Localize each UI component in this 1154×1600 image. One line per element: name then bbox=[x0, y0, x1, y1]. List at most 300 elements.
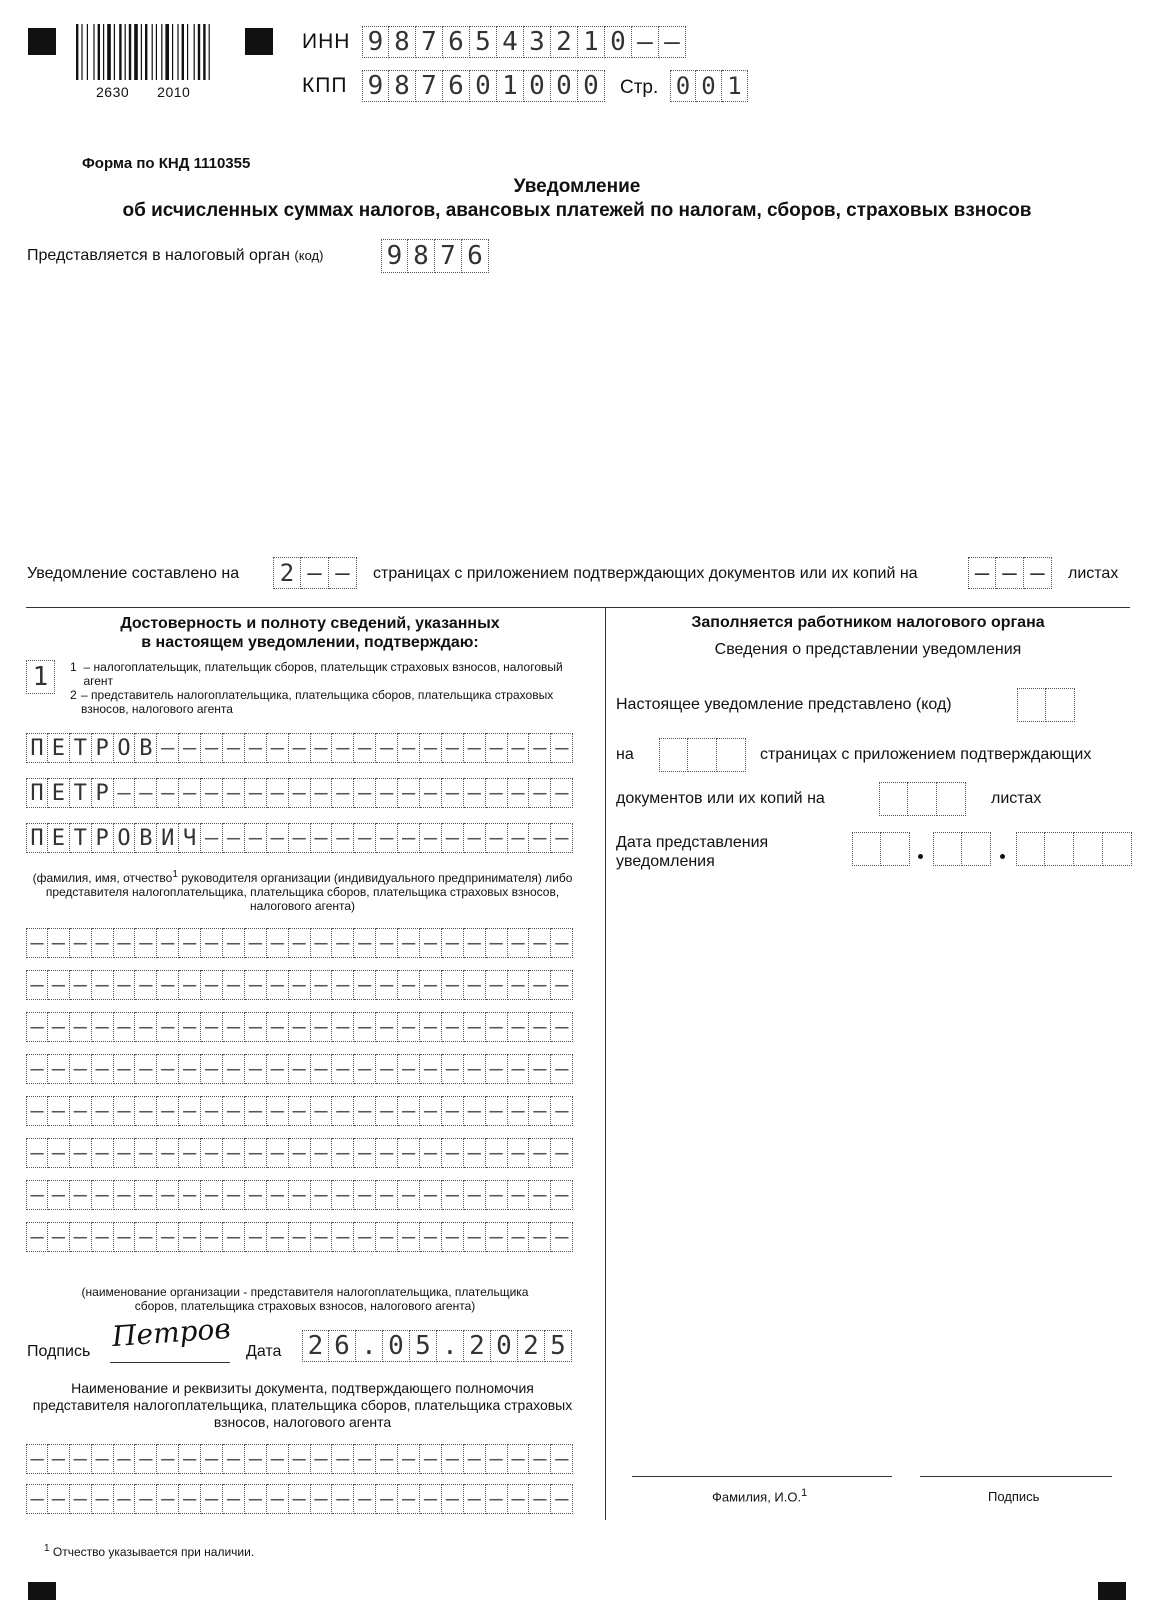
input-cell bbox=[933, 832, 962, 866]
input-cell: – bbox=[311, 1444, 333, 1474]
input-cell: – bbox=[420, 1180, 442, 1210]
signer-option-1-num: 1 bbox=[70, 660, 77, 674]
input-cell: – bbox=[267, 1484, 289, 1514]
input-cell: – bbox=[267, 733, 289, 763]
input-cell: – bbox=[332, 778, 354, 808]
input-cell: 3 bbox=[524, 26, 551, 58]
input-cell bbox=[879, 782, 908, 816]
registration-marker-bottom-right bbox=[1098, 1582, 1126, 1600]
input-cell: – bbox=[508, 1138, 530, 1168]
input-cell: – bbox=[420, 778, 442, 808]
organization-name-row[interactable] bbox=[26, 970, 574, 1000]
input-cell: В bbox=[135, 823, 157, 853]
barcode-bar bbox=[134, 24, 138, 80]
kpp-field[interactable] bbox=[362, 70, 605, 102]
input-cell: – bbox=[420, 970, 442, 1000]
doc-caption: Наименование и реквизиты документа, подтверждающего полномочия представителя налогоплательщика, плательщика сборов, плательщика страховых взносов, налогового агента bbox=[32, 1380, 573, 1430]
input-cell: – bbox=[464, 1054, 486, 1084]
input-cell: – bbox=[354, 970, 376, 1000]
submission-date-year[interactable] bbox=[1016, 832, 1132, 866]
input-cell: – bbox=[551, 823, 573, 853]
input-cell: – bbox=[223, 1222, 245, 1252]
sheets-count-field[interactable] bbox=[968, 557, 1052, 589]
pages-count-field[interactable] bbox=[273, 557, 357, 589]
input-cell: – bbox=[508, 1444, 530, 1474]
patronymic-field[interactable] bbox=[26, 823, 574, 853]
input-cell: Е bbox=[48, 823, 70, 853]
signer-option-2-text: – представитель налогоплательщика, плательщика сборов, плательщика страховых взносов, налогового агента bbox=[81, 688, 554, 716]
input-cell: Р bbox=[92, 733, 114, 763]
barcode-bar bbox=[76, 24, 78, 80]
organization-name-row[interactable] bbox=[26, 1138, 574, 1168]
input-cell: – bbox=[464, 970, 486, 1000]
barcode-bar bbox=[141, 24, 142, 80]
signature-value: Петров bbox=[110, 1311, 232, 1354]
input-cell: 1 bbox=[26, 660, 55, 694]
input-cell: Т bbox=[70, 778, 92, 808]
input-cell: – bbox=[464, 1484, 486, 1514]
input-cell: – bbox=[354, 733, 376, 763]
input-cell: – bbox=[508, 1054, 530, 1084]
input-cell: – bbox=[529, 1054, 551, 1084]
input-cell: – bbox=[245, 1054, 267, 1084]
input-cell: – bbox=[157, 1222, 179, 1252]
barcode-bar bbox=[81, 24, 82, 80]
input-cell: – bbox=[92, 1096, 114, 1126]
input-cell: – bbox=[551, 1180, 573, 1210]
signer-option-2 bbox=[70, 688, 575, 716]
input-cell: – bbox=[201, 1096, 223, 1126]
input-cell: – bbox=[245, 1138, 267, 1168]
input-cell: – bbox=[486, 823, 508, 853]
input-cell: – bbox=[114, 1054, 136, 1084]
input-cell: – bbox=[398, 1138, 420, 1168]
input-cell: 6 bbox=[443, 70, 470, 102]
input-cell: 7 bbox=[416, 26, 443, 58]
input-cell: – bbox=[267, 928, 289, 958]
input-cell: – bbox=[179, 1444, 201, 1474]
signer-options bbox=[70, 660, 575, 716]
input-cell: – bbox=[420, 928, 442, 958]
tax-authority-code-field[interactable] bbox=[381, 239, 489, 273]
input-cell: – bbox=[529, 1444, 551, 1474]
input-cell: – bbox=[245, 1222, 267, 1252]
input-cell: 2 bbox=[464, 1330, 491, 1362]
input-cell: – bbox=[398, 970, 420, 1000]
input-cell: – bbox=[332, 1012, 354, 1042]
input-cell: – bbox=[201, 1054, 223, 1084]
input-cell: – bbox=[135, 1444, 157, 1474]
officer-name-line[interactable] bbox=[632, 1476, 892, 1477]
barcode-bar bbox=[182, 24, 184, 80]
input-cell: – bbox=[486, 928, 508, 958]
officer-name-footnote-ref: 1 bbox=[801, 1487, 808, 1499]
input-cell: – bbox=[398, 1222, 420, 1252]
input-cell: – bbox=[26, 1012, 48, 1042]
input-cell: 8 bbox=[389, 70, 416, 102]
input-cell: – bbox=[464, 1222, 486, 1252]
barcode-bar bbox=[172, 24, 173, 80]
input-cell: – bbox=[464, 1138, 486, 1168]
input-cell: – bbox=[354, 1012, 376, 1042]
input-cell: 0 bbox=[383, 1330, 410, 1362]
barcode-number-1: 2630 bbox=[96, 84, 130, 100]
name-field[interactable] bbox=[26, 778, 574, 808]
input-cell: – bbox=[289, 1484, 311, 1514]
input-cell: – bbox=[968, 557, 996, 589]
input-cell: – bbox=[92, 1138, 114, 1168]
input-cell: – bbox=[70, 970, 92, 1000]
input-cell: – bbox=[70, 1444, 92, 1474]
input-cell: – bbox=[114, 1096, 136, 1126]
date-label: Дата bbox=[246, 1343, 282, 1360]
received-pages-field[interactable] bbox=[659, 738, 746, 772]
input-cell: – bbox=[114, 778, 136, 808]
input-cell: – bbox=[420, 733, 442, 763]
input-cell: – bbox=[201, 1484, 223, 1514]
input-cell: – bbox=[267, 1444, 289, 1474]
input-cell: – bbox=[245, 970, 267, 1000]
input-cell: – bbox=[301, 557, 329, 589]
submission-date-label-line-2: уведомления bbox=[616, 853, 715, 870]
inn-label: ИНН bbox=[302, 30, 351, 53]
input-cell bbox=[1016, 832, 1045, 866]
date-separator-2 bbox=[1000, 854, 1005, 859]
input-cell: – bbox=[420, 1138, 442, 1168]
received-pages-label: страницах с приложением подтверждающих bbox=[760, 746, 1092, 763]
input-cell: – bbox=[442, 1054, 464, 1084]
input-cell: – bbox=[157, 1012, 179, 1042]
input-cell: – bbox=[48, 1012, 70, 1042]
input-cell: – bbox=[245, 778, 267, 808]
signature-line[interactable] bbox=[110, 1362, 230, 1363]
input-cell: – bbox=[464, 733, 486, 763]
input-cell: – bbox=[464, 1444, 486, 1474]
date-separator-1 bbox=[918, 854, 923, 859]
right-subheading: Сведения о представлении уведомления bbox=[714, 641, 1022, 658]
right-heading: Заполняется работником налогового органа bbox=[691, 614, 1045, 631]
input-cell: – bbox=[48, 1222, 70, 1252]
input-cell: – bbox=[551, 1096, 573, 1126]
input-cell: – bbox=[398, 778, 420, 808]
input-cell: – bbox=[26, 1444, 48, 1474]
input-cell: – bbox=[70, 1484, 92, 1514]
input-cell: – bbox=[179, 733, 201, 763]
input-cell: – bbox=[311, 1138, 333, 1168]
input-cell: – bbox=[223, 1096, 245, 1126]
barcode-bar bbox=[129, 24, 131, 80]
input-cell: – bbox=[376, 1054, 398, 1084]
input-cell: – bbox=[332, 1484, 354, 1514]
input-cell: – bbox=[551, 1012, 573, 1042]
submission-date-label bbox=[616, 833, 768, 871]
input-cell: – bbox=[48, 1138, 70, 1168]
input-cell: – bbox=[245, 1444, 267, 1474]
input-cell: – bbox=[267, 1012, 289, 1042]
input-cell: 2 bbox=[302, 1330, 329, 1362]
input-cell: 6 bbox=[329, 1330, 356, 1362]
barcode-bar bbox=[119, 24, 121, 80]
input-cell: – bbox=[92, 1180, 114, 1210]
input-cell: – bbox=[289, 1012, 311, 1042]
organization-name-row[interactable] bbox=[26, 1180, 574, 1210]
input-cell: – bbox=[529, 1012, 551, 1042]
input-cell: . bbox=[437, 1330, 464, 1362]
input-cell: – bbox=[551, 1444, 573, 1474]
input-cell: Ч bbox=[179, 823, 201, 853]
input-cell: – bbox=[179, 1012, 201, 1042]
organization-name-row[interactable] bbox=[26, 1096, 574, 1126]
input-cell: В bbox=[135, 733, 157, 763]
input-cell: – bbox=[223, 823, 245, 853]
input-cell: – bbox=[376, 1096, 398, 1126]
input-cell bbox=[659, 738, 688, 772]
registration-marker-bottom-left bbox=[28, 1582, 56, 1600]
input-cell: – bbox=[267, 1222, 289, 1252]
input-cell: – bbox=[354, 1180, 376, 1210]
input-cell: – bbox=[157, 733, 179, 763]
organization-name-row[interactable] bbox=[26, 1222, 574, 1252]
input-cell: – bbox=[529, 1138, 551, 1168]
input-cell: – bbox=[376, 1222, 398, 1252]
left-heading bbox=[26, 614, 594, 652]
input-cell: – bbox=[311, 1484, 333, 1514]
input-cell: – bbox=[26, 1484, 48, 1514]
barcode-bar bbox=[194, 24, 195, 80]
input-cell: – bbox=[223, 778, 245, 808]
input-cell: – bbox=[157, 1484, 179, 1514]
tax-authority-code-hint: (код) bbox=[294, 248, 324, 263]
submission-date-day[interactable] bbox=[852, 832, 910, 866]
input-cell bbox=[688, 738, 717, 772]
input-cell: – bbox=[311, 1096, 333, 1126]
input-cell: – bbox=[157, 928, 179, 958]
signature-label: Подпись bbox=[27, 1343, 91, 1360]
input-cell: – bbox=[70, 1222, 92, 1252]
input-cell: – bbox=[508, 1012, 530, 1042]
inn-field[interactable] bbox=[362, 26, 686, 58]
input-cell: – bbox=[464, 1012, 486, 1042]
input-cell: Р bbox=[92, 823, 114, 853]
signature-date-field[interactable] bbox=[302, 1330, 572, 1362]
input-cell: – bbox=[632, 26, 659, 58]
input-cell: – bbox=[442, 1444, 464, 1474]
input-cell: – bbox=[376, 823, 398, 853]
input-cell: – bbox=[48, 928, 70, 958]
input-cell: – bbox=[70, 1138, 92, 1168]
input-cell: – bbox=[508, 778, 530, 808]
input-cell: 0 bbox=[551, 70, 578, 102]
input-cell: – bbox=[48, 970, 70, 1000]
input-cell: – bbox=[464, 1180, 486, 1210]
signer-option-1-text: – налогоплательщик, плательщик сборов, плательщик страховых взносов, налоговый агент bbox=[83, 660, 563, 688]
input-cell: – bbox=[486, 1222, 508, 1252]
submission-date-month[interactable] bbox=[933, 832, 991, 866]
barcode-bar bbox=[87, 24, 88, 80]
input-cell: 2 bbox=[273, 557, 301, 589]
input-cell: – bbox=[114, 1138, 136, 1168]
input-cell: – bbox=[332, 928, 354, 958]
input-cell: – bbox=[508, 1222, 530, 1252]
input-cell: – bbox=[376, 1484, 398, 1514]
input-cell: – bbox=[464, 1096, 486, 1126]
input-cell: – bbox=[508, 1096, 530, 1126]
input-cell: – bbox=[201, 1222, 223, 1252]
input-cell: – bbox=[223, 733, 245, 763]
signer-type-field[interactable] bbox=[26, 660, 55, 694]
registration-marker-top-right bbox=[245, 28, 273, 55]
input-cell: – bbox=[486, 1054, 508, 1084]
input-cell: О bbox=[114, 823, 136, 853]
organization-name-row[interactable] bbox=[26, 1054, 574, 1084]
input-cell: – bbox=[398, 928, 420, 958]
input-cell: – bbox=[201, 1012, 223, 1042]
document-details-row[interactable] bbox=[26, 1484, 574, 1514]
input-cell: – bbox=[48, 1054, 70, 1084]
input-cell: – bbox=[179, 1096, 201, 1126]
input-cell: – bbox=[311, 823, 333, 853]
input-cell: 0 bbox=[470, 70, 497, 102]
input-cell: – bbox=[223, 1180, 245, 1210]
input-cell: – bbox=[157, 1180, 179, 1210]
barcode-bar bbox=[103, 24, 104, 80]
input-cell: – bbox=[245, 928, 267, 958]
page-number-field[interactable] bbox=[670, 70, 748, 102]
input-cell: – bbox=[551, 778, 573, 808]
input-cell: – bbox=[551, 928, 573, 958]
input-cell: – bbox=[201, 778, 223, 808]
input-cell: – bbox=[332, 1096, 354, 1126]
input-cell: – bbox=[311, 928, 333, 958]
input-cell: 2 bbox=[518, 1330, 545, 1362]
input-cell: – bbox=[245, 1484, 267, 1514]
input-cell: – bbox=[26, 1096, 48, 1126]
input-cell: – bbox=[267, 1138, 289, 1168]
presented-code-field[interactable] bbox=[1017, 688, 1075, 722]
input-cell: – bbox=[486, 1012, 508, 1042]
input-cell: – bbox=[311, 970, 333, 1000]
input-cell: – bbox=[551, 1484, 573, 1514]
input-cell: – bbox=[114, 1222, 136, 1252]
input-cell: – bbox=[311, 1054, 333, 1084]
input-cell: – bbox=[135, 1012, 157, 1042]
input-cell: – bbox=[70, 1096, 92, 1126]
input-cell: – bbox=[26, 970, 48, 1000]
barcode-numbers bbox=[96, 84, 218, 100]
input-cell: – bbox=[442, 823, 464, 853]
input-cell: – bbox=[376, 970, 398, 1000]
officer-signature-line[interactable] bbox=[920, 1476, 1112, 1477]
document-details-row[interactable] bbox=[26, 1444, 574, 1474]
barcode-bar bbox=[209, 24, 210, 80]
organization-name-row[interactable] bbox=[26, 1012, 574, 1042]
input-cell: – bbox=[135, 928, 157, 958]
input-cell: – bbox=[332, 1054, 354, 1084]
officer-name-caption-text: Фамилия, И.О. bbox=[712, 1489, 802, 1505]
input-cell: – bbox=[420, 1444, 442, 1474]
input-cell: – bbox=[114, 1484, 136, 1514]
fio-caption-part-1: (фамилия, имя, отчество bbox=[32, 871, 173, 885]
input-cell: – bbox=[289, 733, 311, 763]
input-cell: – bbox=[179, 970, 201, 1000]
input-cell: – bbox=[289, 928, 311, 958]
fio-caption-part-2: руководителя организации (индивидуального предпринимателя) либо представителя налогоплательщика, плательщика сборов, плательщика страховых взносов, налогового агента) bbox=[45, 871, 573, 913]
received-sheets-field[interactable] bbox=[879, 782, 966, 816]
barcode-bar bbox=[114, 24, 115, 80]
input-cell: – bbox=[70, 1180, 92, 1210]
input-cell: – bbox=[92, 1012, 114, 1042]
input-cell: – bbox=[464, 928, 486, 958]
organization-name-row[interactable] bbox=[26, 928, 574, 958]
input-cell: – bbox=[311, 1222, 333, 1252]
input-cell: – bbox=[354, 1096, 376, 1126]
barcode-bar bbox=[187, 24, 188, 80]
input-cell: – bbox=[398, 1180, 420, 1210]
input-cell: 4 bbox=[497, 26, 524, 58]
input-cell: – bbox=[223, 1484, 245, 1514]
pages-label-post: листах bbox=[1068, 565, 1119, 582]
input-cell: 8 bbox=[408, 239, 435, 273]
registration-marker-top-left bbox=[28, 28, 56, 55]
input-cell: – bbox=[311, 1180, 333, 1210]
input-cell: 1 bbox=[497, 70, 524, 102]
input-cell: – bbox=[48, 1096, 70, 1126]
input-cell: – bbox=[289, 1222, 311, 1252]
input-cell: – bbox=[26, 928, 48, 958]
input-cell: – bbox=[26, 1180, 48, 1210]
kpp-label: КПП bbox=[302, 74, 348, 97]
input-cell: – bbox=[464, 823, 486, 853]
input-cell: – bbox=[135, 1180, 157, 1210]
input-cell: – bbox=[398, 823, 420, 853]
input-cell: 1 bbox=[722, 70, 748, 102]
received-sheets-label: листах bbox=[991, 790, 1042, 807]
input-cell: – bbox=[267, 1054, 289, 1084]
surname-field[interactable] bbox=[26, 733, 574, 763]
input-cell: – bbox=[289, 970, 311, 1000]
input-cell: – bbox=[420, 1096, 442, 1126]
input-cell: – bbox=[376, 778, 398, 808]
input-cell: – bbox=[354, 1222, 376, 1252]
input-cell: – bbox=[529, 823, 551, 853]
input-cell: – bbox=[529, 1484, 551, 1514]
section-top-divider bbox=[26, 607, 1130, 608]
barcode-bar bbox=[93, 24, 94, 80]
input-cell: – bbox=[398, 1484, 420, 1514]
input-cell: – bbox=[267, 1096, 289, 1126]
input-cell: – bbox=[92, 1484, 114, 1514]
left-heading-line-2: в настоящем уведомлении, подтверждаю: bbox=[141, 634, 479, 651]
input-cell: – bbox=[329, 557, 357, 589]
input-cell: И bbox=[157, 823, 179, 853]
input-cell bbox=[937, 782, 966, 816]
input-cell: 0 bbox=[578, 70, 605, 102]
input-cell bbox=[1045, 832, 1074, 866]
input-cell: – bbox=[486, 1444, 508, 1474]
input-cell: – bbox=[223, 1054, 245, 1084]
input-cell: – bbox=[135, 970, 157, 1000]
input-cell: – bbox=[376, 1444, 398, 1474]
signer-option-2-num: 2 bbox=[70, 688, 77, 702]
input-cell: 0 bbox=[491, 1330, 518, 1362]
input-cell: – bbox=[529, 733, 551, 763]
input-cell: – bbox=[201, 733, 223, 763]
input-cell: – bbox=[486, 778, 508, 808]
barcode bbox=[76, 24, 226, 80]
input-cell: – bbox=[398, 1444, 420, 1474]
input-cell: – bbox=[114, 970, 136, 1000]
input-cell: – bbox=[26, 1138, 48, 1168]
